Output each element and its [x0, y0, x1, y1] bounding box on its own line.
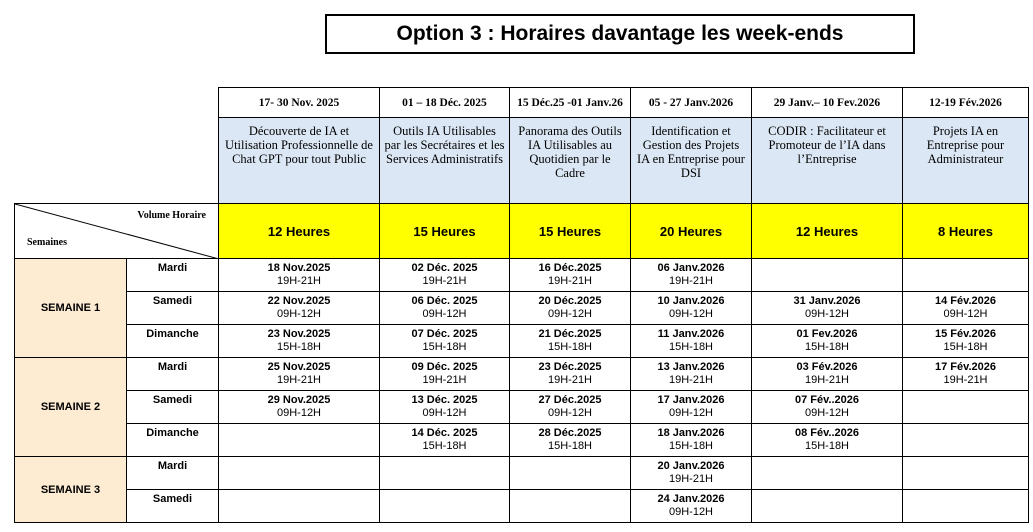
session-cell [631, 424, 752, 457]
session-cell [380, 325, 510, 358]
day-label: Dimanche [127, 424, 219, 457]
session-cell [631, 259, 752, 292]
session-cell [380, 490, 510, 523]
session-date: 01 Fev.2026 [796, 328, 858, 340]
header-corner [15, 204, 219, 259]
session-cell [752, 391, 903, 424]
session-cell [510, 424, 631, 457]
session-cell [380, 424, 510, 457]
session-date: 20 Déc.2025 [538, 295, 602, 307]
session-time: 09H-12H [276, 407, 322, 419]
hours-row [15, 204, 1029, 259]
session-cell [380, 292, 510, 325]
period-header: 01 – 18 Déc. 2025 [380, 88, 510, 118]
day-label: Samedi [127, 490, 219, 523]
session-date: 06 Janv.2026 [657, 262, 725, 274]
session-date: 02 Déc. 2025 [411, 262, 478, 274]
period-header: 17- 30 Nov. 2025 [219, 88, 380, 118]
day-row [15, 490, 1029, 523]
hours-volume: 12 Heures [219, 204, 380, 259]
session-time: 09H-12H [547, 407, 593, 419]
session-date: 28 Déc.2025 [538, 427, 602, 439]
session-cell [219, 424, 380, 457]
course-theme: Panorama des Outils IA Utilisables au Quotidien par le Cadre [510, 118, 631, 204]
session-date: 25 Nov.2025 [267, 361, 331, 373]
day-label: Mardi [127, 358, 219, 391]
session-cell [631, 457, 752, 490]
session-date: 31 Janv.2026 [793, 295, 861, 307]
session-date: 13 Déc. 2025 [411, 394, 478, 406]
session-date: 24 Janv.2026 [657, 493, 725, 505]
course-theme: Découverte de IA et Utilisation Professionnelle de Chat GPT pour tout Public [219, 118, 380, 204]
session-time: 19H-21H [668, 473, 714, 485]
session-date: 14 Déc. 2025 [411, 427, 478, 439]
hours-volume: 8 Heures [903, 204, 1029, 259]
page-title: Option 3 : Horaires davantage les week-ends [325, 14, 915, 54]
session-date: 23 Nov.2025 [267, 328, 331, 340]
session-date: 10 Janv.2026 [657, 295, 725, 307]
day-label: Samedi [127, 292, 219, 325]
session-cell [510, 490, 631, 523]
course-theme: Identification et Gestion des Projets IA en Entreprise pour DSI [631, 118, 752, 204]
session-cell [903, 259, 1029, 292]
empty-corner [15, 118, 219, 204]
session-time: 09H-12H [804, 308, 850, 320]
session-date: 09 Déc. 2025 [411, 361, 478, 373]
session-cell [380, 259, 510, 292]
session-cell [219, 358, 380, 391]
empty-corner [15, 88, 219, 118]
session-time: 19H-21H [547, 275, 593, 287]
session-date: 29 Nov.2025 [267, 394, 331, 406]
session-date: 18 Janv.2026 [657, 427, 725, 439]
session-cell [752, 490, 903, 523]
session-time: 19H-21H [422, 275, 467, 287]
day-row [15, 391, 1029, 424]
day-row [15, 292, 1029, 325]
session-time: 19H-21H [276, 275, 322, 287]
day-label: Samedi [127, 391, 219, 424]
session-date: 17 Janv.2026 [657, 394, 725, 406]
period-header: 29 Janv.– 10 Fev.2026 [752, 88, 903, 118]
period-header: 05 - 27 Janv.2026 [631, 88, 752, 118]
day-row [15, 457, 1029, 490]
course-theme: Projets IA en Entreprise pour Administrateur [903, 118, 1029, 204]
session-cell [631, 325, 752, 358]
session-cell [380, 457, 510, 490]
session-time: 09H-12H [668, 407, 714, 419]
day-row [15, 325, 1029, 358]
session-date: 13 Janv.2026 [657, 361, 725, 373]
session-time: 19H-21H [943, 374, 988, 386]
session-time: 09H-12H [668, 308, 714, 320]
day-label: Mardi [127, 457, 219, 490]
week-label: SEMAINE 3 [15, 457, 127, 523]
hours-volume: 12 Heures [752, 204, 903, 259]
session-time: 15H-18H [804, 341, 850, 353]
session-date: 03 Fév.2026 [796, 361, 858, 373]
session-date: 14 Fév.2026 [935, 295, 996, 307]
session-cell [903, 490, 1029, 523]
session-time: 09H-12H [547, 308, 593, 320]
session-time: 15H-18H [943, 341, 988, 353]
session-cell [752, 457, 903, 490]
session-date: 07 Fév..2026 [794, 394, 859, 406]
session-time: 15H-18H [422, 440, 467, 452]
session-cell [903, 292, 1029, 325]
session-cell [903, 325, 1029, 358]
session-cell [510, 259, 631, 292]
session-cell [510, 325, 631, 358]
session-date: 16 Déc.2025 [538, 262, 602, 274]
session-date: 27 Déc.2025 [538, 394, 602, 406]
session-cell [631, 391, 752, 424]
session-date: 18 Nov.2025 [267, 262, 331, 274]
session-time: 19H-21H [804, 374, 850, 386]
session-cell [219, 259, 380, 292]
session-cell [380, 391, 510, 424]
session-date: 21 Déc.2025 [538, 328, 602, 340]
schedule-table [14, 87, 1029, 523]
session-cell [752, 325, 903, 358]
session-time: 19H-21H [547, 374, 593, 386]
session-time: 19H-21H [668, 275, 714, 287]
session-time: 09H-12H [943, 308, 988, 320]
period-header: 15 Déc.25 -01 Janv.26 [510, 88, 631, 118]
session-date: 07 Déc. 2025 [411, 328, 478, 340]
day-label: Mardi [127, 259, 219, 292]
day-row [15, 259, 1029, 292]
session-time: 09H-12H [422, 407, 467, 419]
day-row [15, 358, 1029, 391]
session-cell [510, 358, 631, 391]
session-cell [903, 358, 1029, 391]
session-time: 09H-12H [422, 308, 467, 320]
week-label: SEMAINE 2 [15, 358, 127, 457]
day-label: Dimanche [127, 325, 219, 358]
course-theme: Outils IA Utilisables par les Secrétaires et les Services Administratifs [380, 118, 510, 204]
session-cell [903, 457, 1029, 490]
session-date: 08 Fév..2026 [794, 427, 859, 439]
session-cell [903, 424, 1029, 457]
theme-row [15, 118, 1029, 204]
session-time: 15H-18H [668, 440, 714, 452]
session-cell [219, 391, 380, 424]
session-cell [219, 490, 380, 523]
session-cell [752, 292, 903, 325]
session-cell [631, 358, 752, 391]
session-cell [752, 259, 903, 292]
session-time: 09H-12H [804, 407, 850, 419]
session-cell [219, 457, 380, 490]
session-date: 20 Janv.2026 [657, 460, 725, 472]
session-cell [903, 391, 1029, 424]
session-time: 15H-18H [547, 341, 593, 353]
session-cell [631, 292, 752, 325]
hours-volume: 15 Heures [380, 204, 510, 259]
session-cell [631, 490, 752, 523]
period-header: 12-19 Fév.2026 [903, 88, 1029, 118]
session-time: 15H-18H [668, 341, 714, 353]
session-date: 06 Déc. 2025 [411, 295, 478, 307]
session-time: 09H-12H [668, 506, 714, 518]
session-date: 15 Fév.2026 [935, 328, 996, 340]
session-time: 09H-12H [276, 308, 322, 320]
session-cell [510, 292, 631, 325]
session-time: 15H-18H [276, 341, 322, 353]
hours-volume: 15 Heures [510, 204, 631, 259]
day-row [15, 424, 1029, 457]
session-date: 23 Déc.2025 [538, 361, 602, 373]
session-cell [752, 358, 903, 391]
session-time: 19H-21H [276, 374, 322, 386]
session-cell [219, 325, 380, 358]
session-cell [752, 424, 903, 457]
session-cell [219, 292, 380, 325]
session-date: 17 Fév.2026 [935, 361, 996, 373]
session-cell [380, 358, 510, 391]
session-cell [510, 457, 631, 490]
course-theme: CODIR : Facilitateur et Promoteur de l’IA dans l’Entreprise [752, 118, 903, 204]
session-time: 15H-18H [804, 440, 850, 452]
hours-volume: 20 Heures [631, 204, 752, 259]
session-time: 19H-21H [668, 374, 714, 386]
session-cell [510, 391, 631, 424]
session-date: 22 Nov.2025 [267, 295, 331, 307]
session-date: 11 Janv.2026 [657, 328, 725, 340]
weeks-label: Semaines [27, 237, 67, 248]
session-time: 19H-21H [422, 374, 467, 386]
volume-label: Volume Horaire [137, 210, 206, 221]
session-time: 15H-18H [547, 440, 593, 452]
week-label: SEMAINE 1 [15, 259, 127, 358]
period-row [15, 88, 1029, 118]
session-time: 15H-18H [422, 341, 467, 353]
